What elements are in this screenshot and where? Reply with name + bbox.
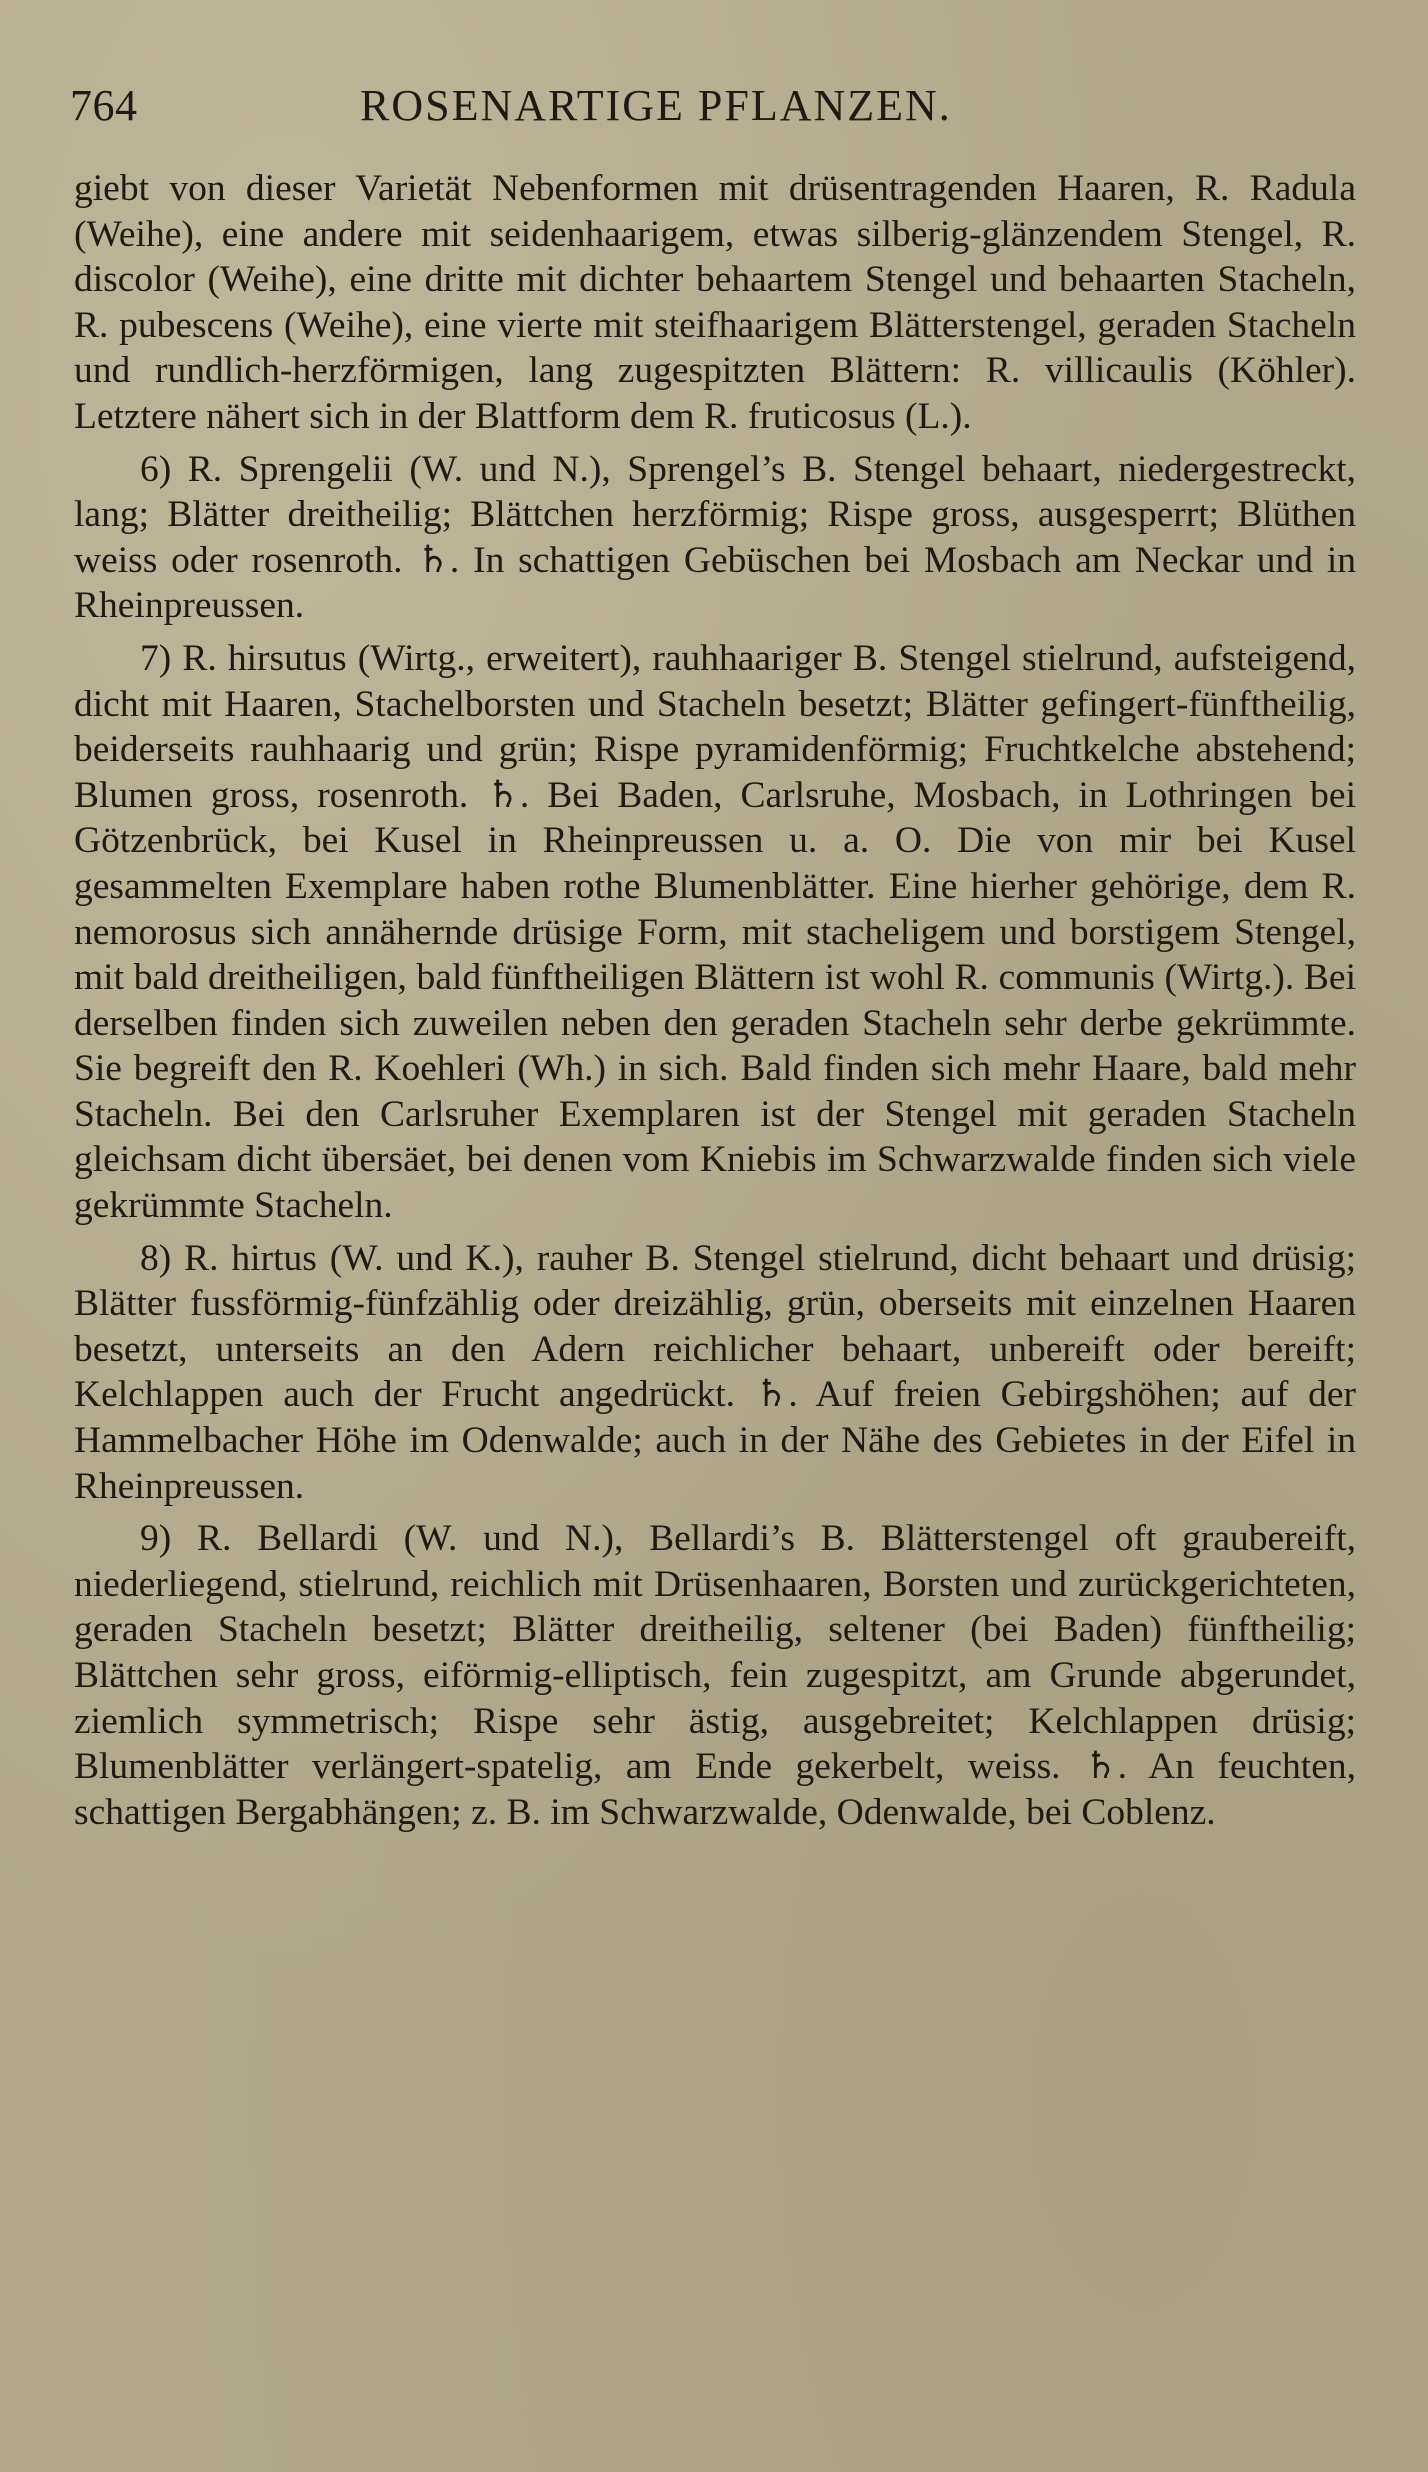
page-number: 764 (70, 81, 138, 130)
page-header (70, 66, 1360, 146)
running-head: ROSENARTIGE PFLANZEN. (360, 81, 952, 130)
paragraph-species-6: 6) R. Sprengelii (W. und N.), Sprengel’s B. Stengel behaart, niedergestreckt, lang; Blätter dreitheilig; Blättchen herzförmig; Rispe gross, ausgesperrt; Blüthen weiss oder rosenroth. ♄. In schattigen Gebüschen bei Mosbach am Neckar und in Rheinpreussen. (74, 448, 1356, 627)
paragraph-species-9: 9) R. Bellardi (W. und N.), Bellardi’s B. Blätterstengel oft graubereift, niederliegend, stielrund, reichlich mit Drüsenhaaren, Borsten und zurückgerichteten, geraden Stacheln besetzt; Blätter dreitheilig, seltener (bei Baden) fünftheilig; Blättchen sehr gross, eiförmig-elliptisch, fein zugespitzt, am Grunde abgerundet, ziemlich symmetrisch; Rispe sehr ästig, ausgebreitet; Kelchlappen drüsig; Blumenblätter verlängert-spatelig, am Ende gekerbelt, weiss. ♄. An feuchten, schattigen Bergabhängen; z. B. im Schwarzwalde, Odenwalde, bei Coblenz. (74, 1518, 1356, 1833)
paragraph-continuation: giebt von dieser Varietät Nebenformen mit drüsentragenden Haaren, R. Radula (Weihe), eine andere mit seidenhaarigem, etwas silberig-glänzendem Stengel, R. discolor (Weihe), eine dritte mit dichter behaartem Stengel und behaarten Stacheln, R. pubescens (Weihe), eine vierte mit steifhaarigem Blätterstengel, geraden Stacheln und rundlich-herzförmigen, lang zugespitzten Blättern: R. villicaulis (Köhler). Letztere nähert sich in der Blattform dem R. fruticosus (L.). (74, 168, 1356, 437)
paragraph-species-8: 8) R. hirtus (W. und K.), rauher B. Stengel stielrund, dicht behaart und drüsig; Blätter fussförmig-fünfzählig oder dreizählig, grün, oberseits mit einzelnen Haaren besetzt, unterseits an den Adern reichlicher behaart, unbereift oder bereift; Kelchlappen auch der Frucht angedrückt. ♄. Auf freien Gebirgshöhen; auf der Hammelbacher Höhe im Odenwalde; auch in der Nähe des Gebietes in der Eifel in Rheinpreussen. (74, 1237, 1356, 1507)
body-text (74, 166, 1356, 1842)
paragraph-species-7: 7) R. hirsutus (Wirtg., erweitert), rauhhaariger B. Stengel stielrund, aufsteigend, dicht mit Haaren, Stachelborsten und Stacheln besetzt; Blätter gefingert-fünftheilig, beiderseits rauhhaarig und grün; Rispe pyramidenförmig; Fruchtkelche abstehend; Blumen gross, rosenroth. ♄. Bei Baden, Carlsruhe, Mosbach, in Lothringen bei Götzenbrück, bei Kusel in Rheinpreussen u. a. O. Die von mir bei Kusel gesammelten Exemplare haben rothe Blumenblätter. Eine hierher gehörige, dem R. nemorosus sich annähernde drüsige Form, mit stacheligem und borstigem Stengel, mit bald dreitheiligen, bald fünftheiligen Blättern ist wohl R. communis (Wirtg.). Bei derselben finden sich zuweilen neben den geraden Stacheln sehr derbe gekrümmte. Sie begreift den R. Koehleri (Wh.) in sich. Bald finden sich mehr Haare, bald mehr Stacheln. Bei den Carlsruher Exemplaren ist der Stengel mit geraden Stacheln gleichsam dicht übersäet, bei denen vom Kniebis im Schwarzwalde finden sich viele gekrümmte Stacheln. (74, 637, 1356, 1227)
